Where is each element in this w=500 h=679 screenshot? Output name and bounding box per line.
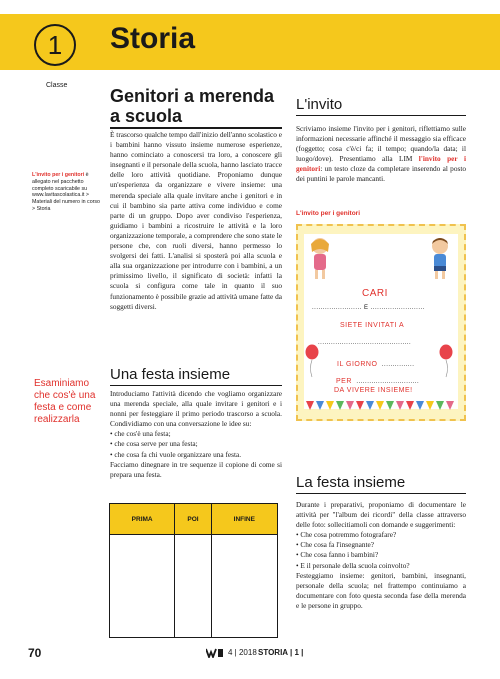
- card-line-cari: CARI: [362, 288, 388, 299]
- balloon-left-icon: [304, 344, 320, 378]
- festa-rule: [110, 385, 282, 386]
- festa-section-text: [110, 389, 282, 480]
- card-per-dots: .............................: [356, 379, 420, 385]
- bunting-flag: [396, 401, 404, 410]
- bunting-flags-icon: [306, 400, 456, 412]
- girl-illustration-icon: [306, 236, 334, 282]
- card-line-vivere: DA VIVERE INSIEME!: [334, 387, 413, 394]
- festa-insieme-closing: Festeggiamo insieme: genitori, bambini, insegnanti, personale della scuola; nel frattempo continuiamo a documentare con foto questa seconda fase della merenda e le persone in gruppo.: [296, 570, 466, 610]
- bunting-flag: [306, 401, 314, 410]
- table-cell-poi: [175, 535, 211, 638]
- invito-link[interactable]: l'invito per i genitori: [296, 154, 466, 174]
- bunting-flag: [416, 401, 424, 410]
- bunting-flag: [346, 401, 354, 410]
- invito-section-title: L'invito: [296, 96, 343, 113]
- festa-insieme-title: La festa insieme: [296, 474, 406, 491]
- card-line-where: ...........................................: [318, 340, 412, 346]
- festa-section-title: Una festa insieme: [110, 366, 231, 383]
- bunting-flag: [406, 401, 414, 410]
- festa-insieme-text: [296, 500, 466, 611]
- bunting-flag: [366, 401, 374, 410]
- festa-insieme-intro: Durante i preparativi, proponiamo di documentare le attività per "l'album dei ricordi" della classe attraverso delle foto: sollecitiamoli con domande e suggerimenti:: [296, 500, 466, 530]
- article-title-line1: Genitori a merenda: [110, 86, 275, 106]
- festa-insieme-bullet-3: • Che cosa fanno i bambini?: [296, 550, 379, 560]
- invito-text: [296, 124, 466, 185]
- article-title: [110, 86, 290, 126]
- festa-insieme-bullet-1: • Che cosa potremmo fotografare?: [296, 530, 397, 540]
- festa-insieme-bullet-2: • Che cosa fa l'insegnante?: [296, 540, 375, 550]
- magazine-logo-icon: [206, 648, 224, 658]
- card-per-label: PER: [336, 378, 352, 385]
- page-number: 70: [28, 646, 42, 660]
- sidebar-callout: Esaminiamo che cos'è una festa e come realizzarla: [34, 378, 96, 425]
- festa-intro: Introduciamo l'attività dicendo che vogliamo organizzare una merenda speciale, alla quale invitare i genitori e i nonni per festeggiare il primo periodo trascorso a scuola. Condividiamo con una conversazione le idee su:: [110, 389, 282, 429]
- bunting-flag: [386, 401, 394, 410]
- festa-insieme-bullet-4: • E il personale della scuola coinvolto?: [296, 560, 410, 570]
- bunting-flag: [336, 401, 344, 410]
- card-line-giorno: [337, 353, 414, 371]
- bunting-flag: [446, 401, 454, 410]
- festa-bullet-2: • che cosa serve per una festa;: [110, 439, 198, 449]
- invito-text-before: Scriviamo insieme l'invito per i genitori, riflettiamo sulle informazioni necessarie affinché il messaggio sia efficace (foggetto; cosa c'è/ci fa; il tempo; quando/la data; il luogo/dove). Presentiamo alla LIM: [296, 124, 466, 164]
- class-number-badge: 1: [34, 24, 76, 66]
- table-cell-prima: [110, 535, 175, 638]
- card-line-per: [336, 370, 419, 388]
- article-intro: È trascorso qualche tempo dall'inizio dell'anno scolastico e i bambini hanno vissuto insieme numerose esperienze, hanno cominciato a conoscersi tra loro, a conoscere gli insegnanti e il personale della scuola, hanno lasciato tracce delle loro attività quotidiane. Proponiamo dunque un'esperienza da organizzare e vivere insieme: una merenda speciale alla quale invitare anche i genitori e in cui il bambino sia parte attiva come individuo e come parte di un gruppo. Dopo aver condiviso l'esperienza, guidiamo i bambini a ricostruire le attività e la loro organizzazione temporale, a comprendere che sono state le persone che, con ruoli diversi, hanno permesso lo svolgersi dei fatti. L'analisi si sposterà poi alla scuola e alla sua organizzazione per introdurre con i bambini, a un primissimo livello, il significato di società: infatti la scuola si configura come tale in quanto il suo funzionamento è possibile grazie ad attività umane fatte da soggetti diversi.: [110, 130, 283, 311]
- attachment-note-text: è allegato nel pacchetto completo scaricabile su www.lavitascolastica.it > Materiali del numero in corso > Storia: [32, 172, 101, 212]
- class-label: Classe: [46, 82, 68, 89]
- attachment-link[interactable]: L'invito per i genitori: [32, 172, 85, 178]
- issue-label: 4 | 2018: [228, 648, 257, 657]
- festa-insieme-rule: [296, 493, 466, 494]
- festa-bullet-1: • che cos'è una festa;: [110, 429, 171, 439]
- card-line-invitati: SIETE INVITATI A: [340, 322, 405, 329]
- card-line-names: ....................... E .........................: [312, 305, 425, 311]
- festa-closing: Facciamo dinegnare in tre sequenze il copione di come si prepara una festa.: [110, 459, 282, 479]
- invito-rule: [296, 115, 466, 116]
- table-cell-infine: [211, 535, 277, 638]
- attachment-note: [32, 172, 104, 213]
- bunting-flag: [376, 401, 384, 410]
- bunting-flag: [316, 401, 324, 410]
- bunting-flag: [326, 401, 334, 410]
- invito-text-after: : un testo cloze da completare inserendo al posto dei puntini le parole mancanti.: [296, 164, 466, 184]
- table-header-prima: PRIMA: [110, 504, 175, 535]
- title-rule: [110, 127, 282, 129]
- footer-section: STORIA | 1 |: [258, 648, 304, 657]
- balloon-right-icon: [438, 344, 454, 378]
- boy-illustration-icon: [426, 236, 454, 282]
- bunting-flag: [356, 401, 364, 410]
- table-header-poi: POI: [175, 504, 211, 535]
- section-title: Storia: [110, 22, 196, 55]
- festa-bullet-3: • che cosa fa chi vuole organizzare una festa.: [110, 449, 242, 459]
- card-giorno-label: IL GIORNO: [337, 361, 378, 368]
- bunting-flag: [436, 401, 444, 410]
- sequence-table: [109, 503, 278, 638]
- figure-caption: L'invito per i genitori: [296, 210, 361, 217]
- table-header-infine: INFINE: [211, 504, 277, 535]
- bunting-flag: [426, 401, 434, 410]
- card-giorno-dots: ...............: [381, 362, 415, 368]
- article-title-line2: a scuola: [110, 106, 183, 126]
